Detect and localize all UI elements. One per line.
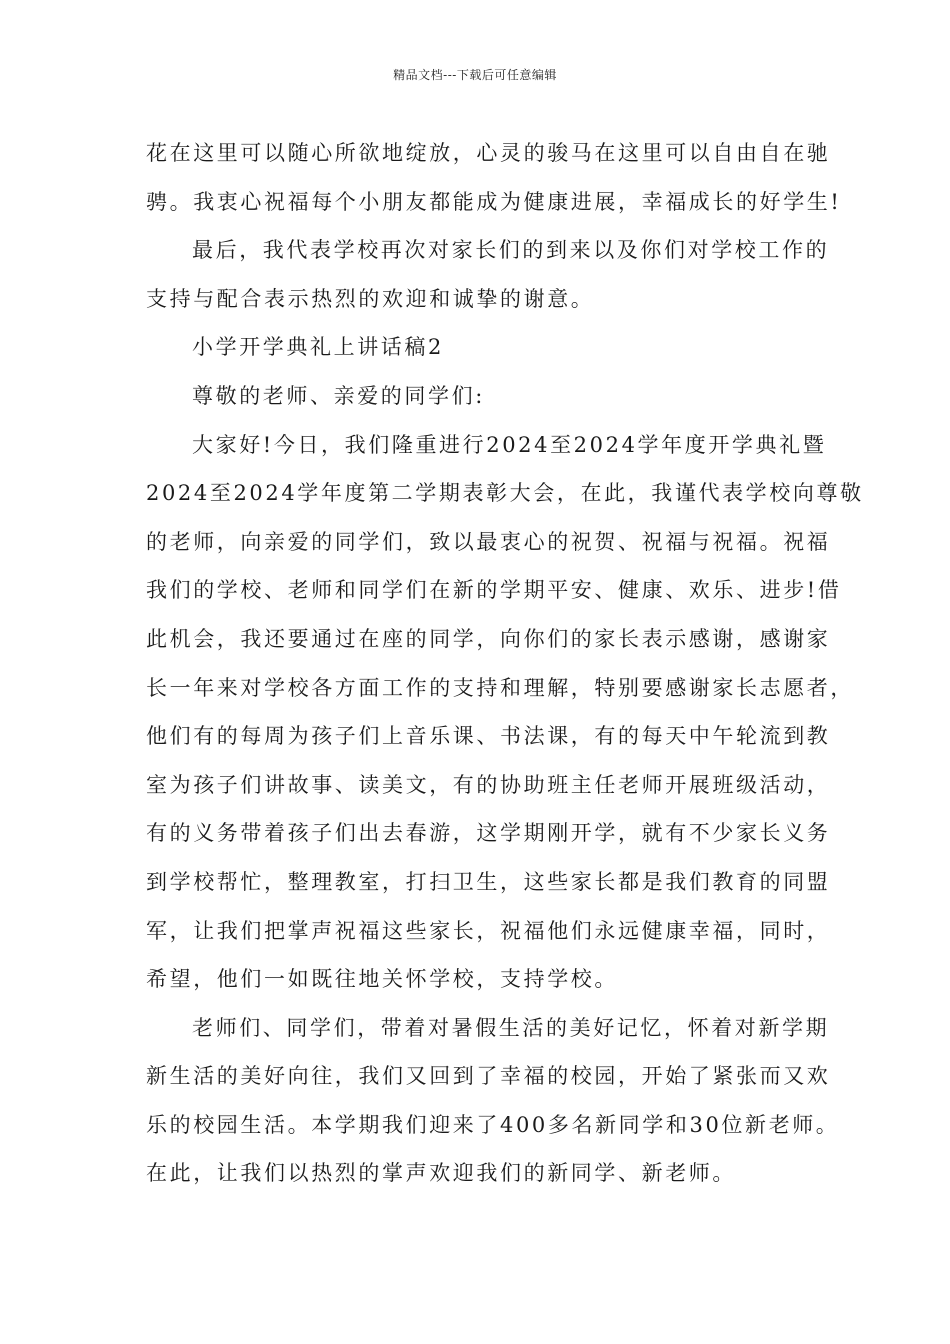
text-line: 大家好!今日，我们隆重进行2024至2024学年度开学典礼暨: [192, 432, 827, 457]
text-line: 最后，我代表学校再次对家长们的到来以及你们对学校工作的: [192, 238, 830, 263]
text-line: 此机会，我还要通过在座的同学，向你们的家长表示感谢，感谢家: [146, 626, 831, 651]
text-line: 希望，他们一如既往地关怀学校，支持学校。: [146, 967, 618, 992]
text-line: 室为孩子们讲故事、读美文，有的协助班主任老师开展班级活动，: [146, 772, 831, 797]
text-line: 军，让我们把掌声祝福这些家长，祝福他们永远健康幸福，同时，: [146, 918, 831, 943]
text-line: 他们有的每周为孩子们上音乐课、书法课，有的每天中午轮流到教: [146, 724, 831, 749]
text-line: 小学开学典礼上讲话稿2: [192, 335, 444, 360]
text-line: 在此，让我们以热烈的掌声欢迎我们的新同学、新老师。: [146, 1161, 736, 1186]
text-line: 长一年来对学校各方面工作的支持和理解，特别要感谢家长志愿者，: [146, 675, 854, 700]
text-line: 的老师，向亲爱的同学们，致以最衷心的祝贺、祝福与祝福。祝福: [146, 529, 831, 554]
text-line: 乐的校园生活。本学期我们迎来了400多名新同学和30位新老师。: [146, 1112, 840, 1137]
text-line: 支持与配合表示热烈的欢迎和诚挚的谢意。: [146, 286, 595, 311]
text-line: 花在这里可以随心所欲地绽放，心灵的骏马在这里可以自由自在驰: [146, 141, 831, 165]
text-line: 老师们、同学们，带着对暑假生活的美好记忆，怀着对新学期: [192, 1015, 830, 1040]
page-header: 精品文档---下载后可任意编辑: [393, 68, 557, 82]
text-line: 尊敬的老师、亲爱的同学们:: [192, 383, 485, 408]
text-line: 新生活的美好向往，我们又回到了幸福的校园，开始了紧张而又欢: [146, 1064, 831, 1089]
text-line: 骋。我衷心祝福每个小朋友都能成为健康进展，幸福成长的好学生!: [146, 189, 842, 214]
text-line: 到学校帮忙，整理教室，打扫卫生，这些家长都是我们教育的同盟: [146, 869, 831, 894]
text-line: 2024至2024学年度第二学期表彰大会，在此，我谨代表学校向尊敬: [146, 481, 864, 506]
text-line: 我们的学校、老师和同学们在新的学期平安、健康、欢乐、进步!借: [146, 578, 842, 603]
text-line: 有的义务带着孩子们出去春游，这学期刚开学，就有不少家长义务: [146, 821, 831, 846]
document-body: [146, 133, 864, 1202]
